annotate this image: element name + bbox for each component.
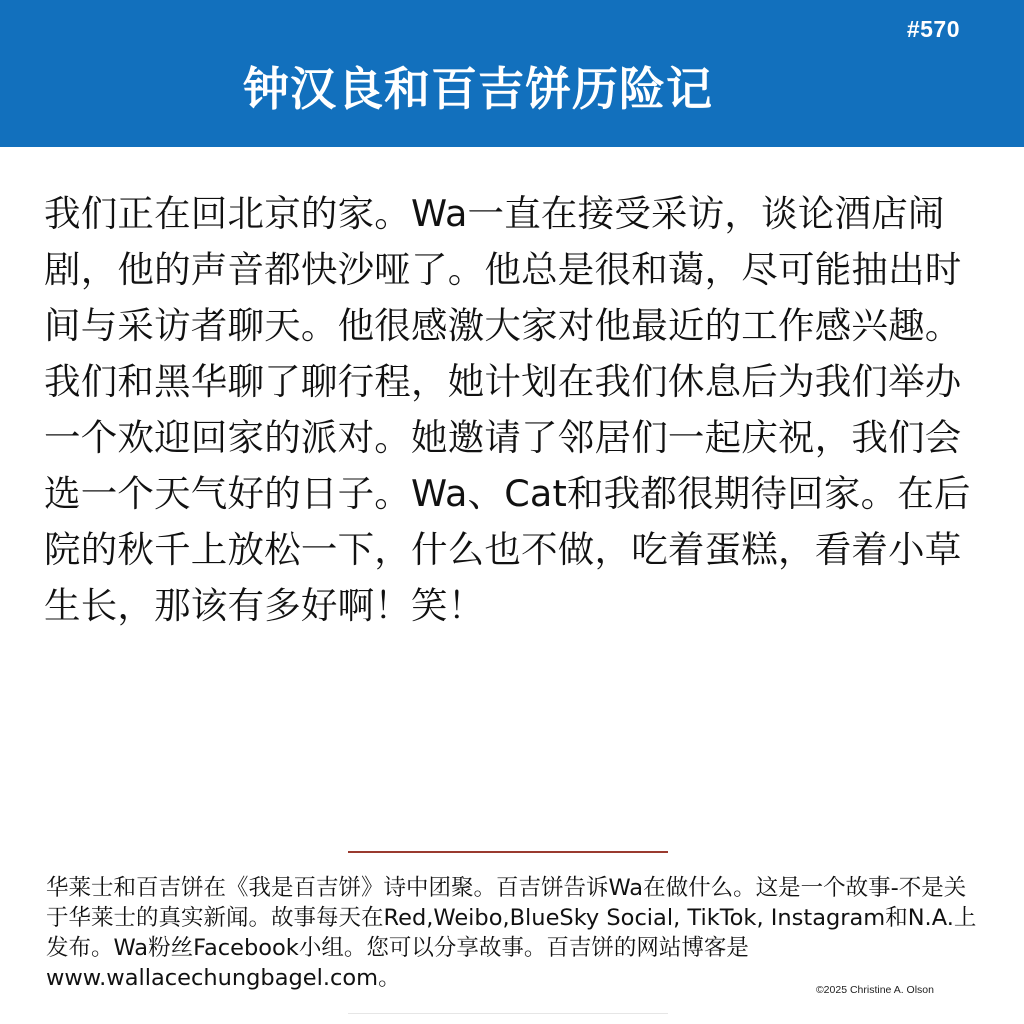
issue-number: #570 <box>906 16 960 42</box>
footer-note: 华莱士和百吉饼在《我是百吉饼》诗中团聚。百吉饼告诉Wa在做什么。这是一个故事-不是关于华莱士的真实新闻。故事每天在Red,Weibo,BlueSky Social, TikTok, Instagram和N.A.上发布。Wa粉丝Facebook小组。您可以分享故事。百吉饼的网站博客是www.wallacechungbagel.com。 <box>46 875 977 991</box>
story-text: 我们正在回北京的家。Wa一直在接受采访，谈论酒店闹剧，他的声音都快沙哑了。他总是很和蔼，尽可能抽出时间与采访者聊天。他很感激大家对他最近的工作感兴趣。我们和黑华聊了聊行程，她计划在我们休息后为我们举办一个欢迎回家的派对。她邀请了邻居们一起庆祝，我们会选一个天气好的日子。Wa、Cat和我都很期待回家。在后院的秋千上放松一下，什么也不做，吃着蛋糕，看着小草生长，那该有多好啊！笑！ <box>44 192 971 627</box>
copyright-notice: ©2025 Christine A. Olson <box>815 984 934 996</box>
bottom-divider <box>348 1013 668 1014</box>
page-title: 钟汉良和百吉饼历险记 <box>243 62 713 116</box>
header-banner <box>0 0 1024 147</box>
section-divider <box>348 851 668 853</box>
